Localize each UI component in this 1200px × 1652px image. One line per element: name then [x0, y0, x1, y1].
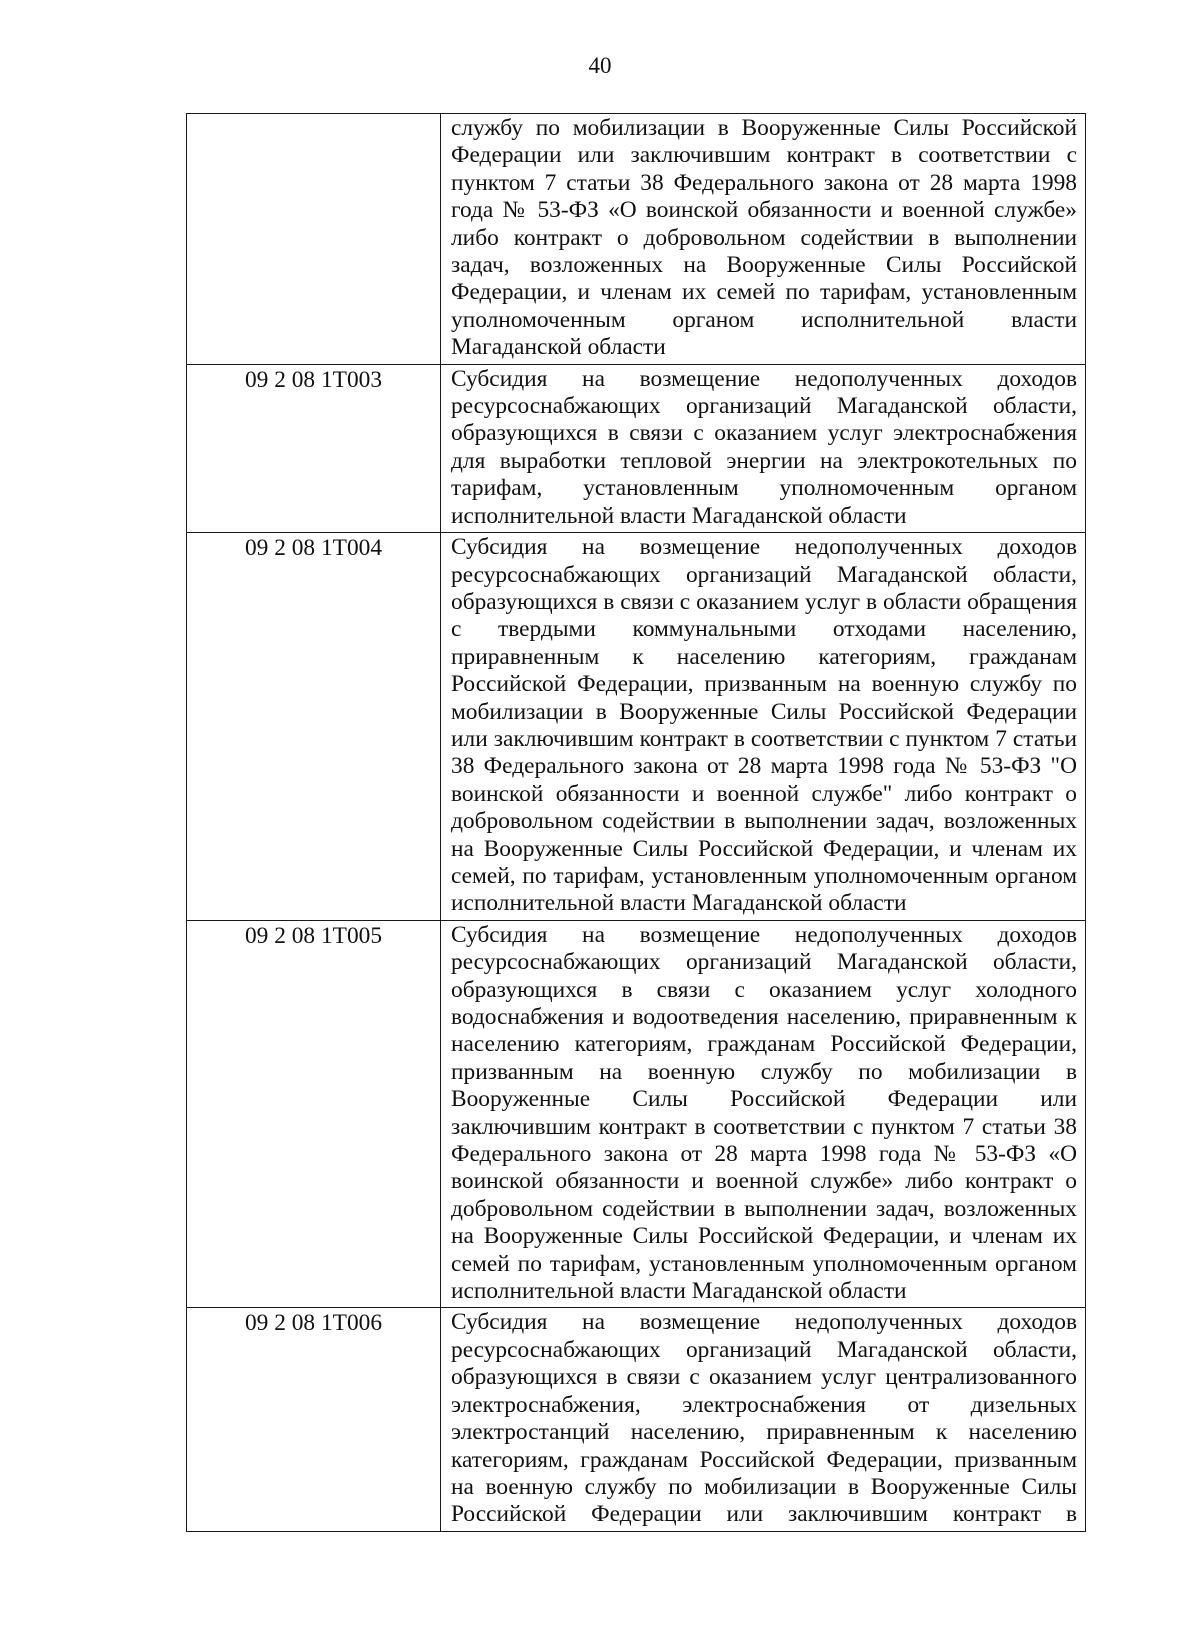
description-cell	[441, 1308, 1086, 1531]
code-text: 09 2 08 1Т004	[244, 535, 383, 562]
code-cell	[187, 1308, 441, 1531]
description-cell	[441, 364, 1086, 532]
code-cell	[187, 533, 441, 921]
code-text: 09 2 08 1Т006	[244, 1310, 383, 1337]
description-text: Субсидия на возмещение недополученных доходов ресурсоснабжающих организаций Магаданской области, образующихся в связи с оказанием услуг в области обращения с твердыми коммунальными отходами населению, приравненным к населению категориям, гражданам Российской Федерации, призванным на военную службу по мобилизации в Вооруженные Силы Российской Федерации или заключившим контракт в соответствии с пунктом 7 статьи 38 Федерального закона от 28 марта 1998 года № 53-ФЗ "О воинской обязанности и военной службе" либо контракт о добровольном содействии в выполнении задач, возложенных на Вооруженные Силы Российской Федерации, и членам их семей, по тарифам, установленным уполномоченным органом исполнительной власти Магаданской области	[451, 534, 1077, 917]
code-text: 09 2 08 1Т003	[244, 366, 383, 393]
table-row	[187, 114, 1086, 365]
description-text: Субсидия на возмещение недополученных доходов ресурсоснабжающих организаций Магаданской области, образующихся в связи с оказанием услуг централизованного электроснабжения, электроснабжения от дизельных электростанций населению, приравненным к населению категориям, гражданам Российской Федерации, призванным на военную службу по мобилизации в Вооруженные Силы Российской Федерации или заключившим контракт в	[451, 1309, 1077, 1528]
code-cell	[187, 364, 441, 532]
table-row	[187, 364, 1086, 532]
budget-classification-table	[186, 113, 1086, 1532]
description-cell	[441, 533, 1086, 921]
description-text: службу по мобилизации в Вооруженные Силы Российской Федерации или заключившим контракт в соответствии с пунктом 7 статьи 38 Федерального закона от 28 марта 1998 года № 53-ФЗ «О воинской обязанности и военной службе» либо контракт о добровольном содействии в выполнении задач, возложенных на Вооруженные Силы Российской Федерации, и членам их семей по тарифам, установленным уполномоченным органом исполнительной власти Магаданской области	[451, 115, 1077, 361]
table-row	[187, 920, 1086, 1308]
code-cell	[187, 114, 441, 365]
description-cell	[441, 920, 1086, 1308]
page-number: 40	[588, 53, 612, 78]
description-cell	[441, 114, 1086, 365]
description-text: Субсидия на возмещение недополученных доходов ресурсоснабжающих организаций Магаданской области, образующихся в связи с оказанием услуг электроснабжения для выработки тепловой энергии на электрокотельных по тарифам, установленным уполномоченным органом исполнительной власти Магаданской области	[451, 365, 1077, 529]
code-text: 09 2 08 1Т005	[244, 922, 383, 949]
code-cell	[187, 920, 441, 1308]
table-row	[187, 533, 1086, 921]
description-text: Субсидия на возмещение недополученных доходов ресурсоснабжающих организаций Магаданской области, образующихся в связи с оказанием услуг холодного водоснабжения и водоотведения населению, приравненным к населению категориям, гражданам Российской Федерации, призванным на военную службу по мобилизации в Вооруженные Силы Российской Федерации или заключившим контракт в соответствии с пунктом 7 статьи 38 Федерального закона от 28 марта 1998 года № 53-ФЗ «О воинской обязанности и военной службе» либо контракт о добровольном содействии в выполнении задач, возложенных на Вооруженные Силы Российской Федерации, и членам их семей по тарифам, установленным уполномоченным органом исполнительной власти Магаданской области	[451, 921, 1077, 1305]
table-row	[187, 1308, 1086, 1531]
